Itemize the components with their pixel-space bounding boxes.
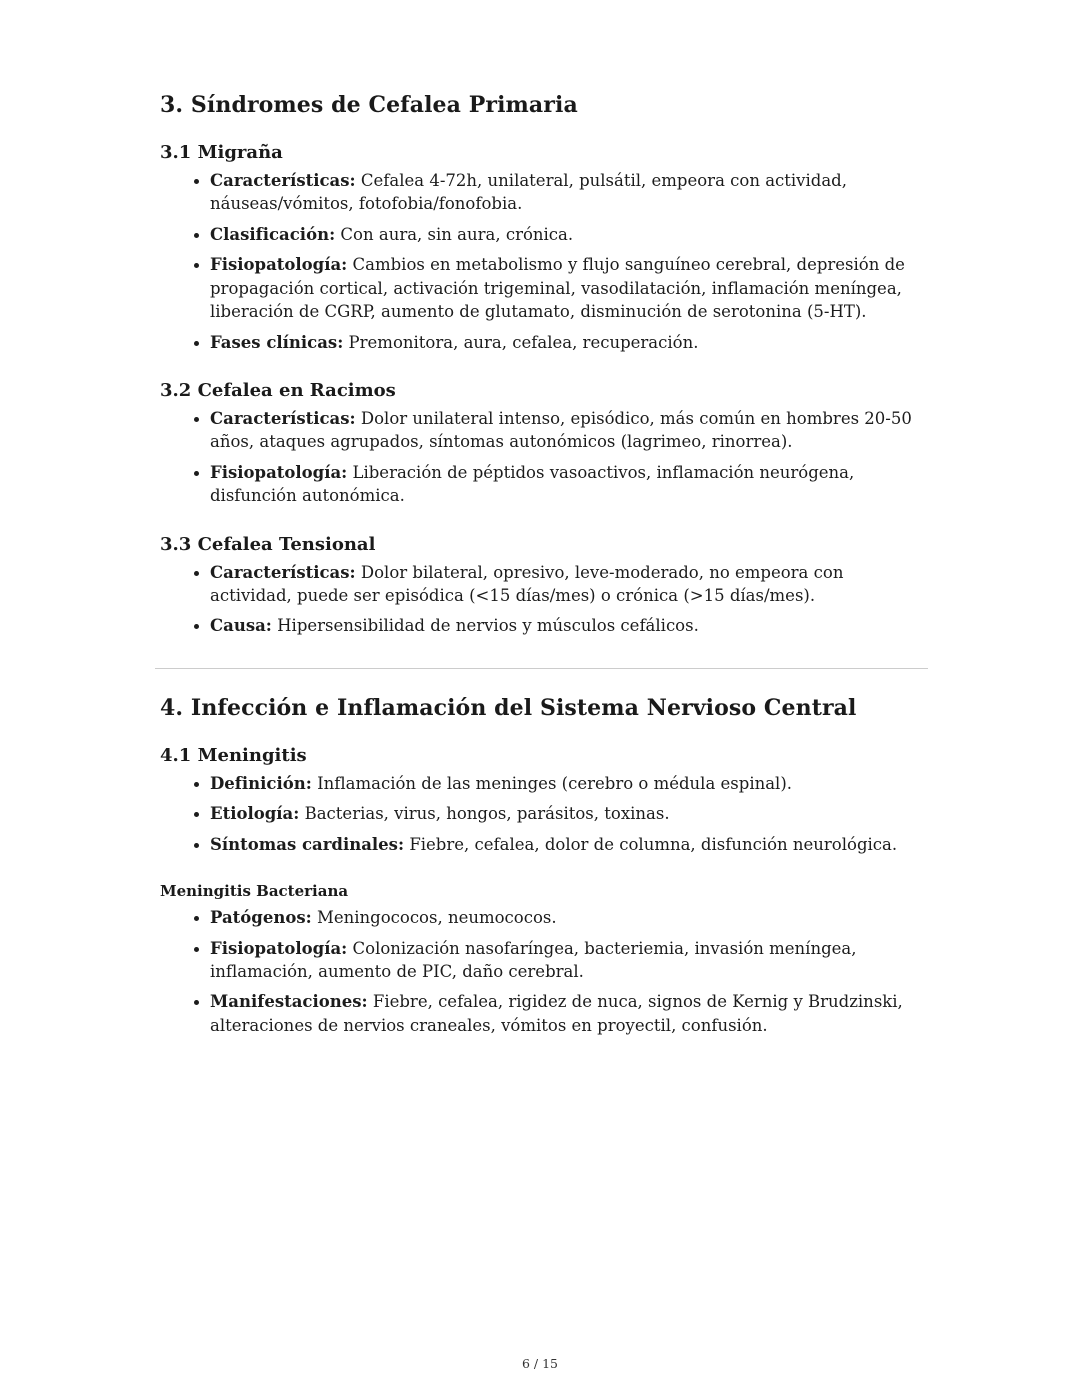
item-label: Fisiopatología: <box>210 255 348 275</box>
bullet-list <box>160 169 928 354</box>
item-text: Hipersensibilidad de nervios y músculos cefálicos. <box>277 616 699 636</box>
item-text: Inflamación de las meninges (cerebro o médula espinal). <box>317 773 793 793</box>
item-label: Causa: <box>210 616 272 636</box>
section-cns-infection <box>160 695 928 1037</box>
item-label: Etiología: <box>210 804 300 824</box>
subsection-title: 3.2 Cefalea en Racimos <box>160 379 396 401</box>
subsection-meningitis <box>160 745 928 856</box>
item-text: Fiebre, cefalea, rigidez de nuca, signos de Kernig y Brudzinski, alteraciones de nervios craneales, vómitos en proyectil, confusión. <box>210 992 903 1035</box>
item-label: Clasificación: <box>210 224 336 244</box>
list-item <box>210 561 928 608</box>
section-title: 3. Síndromes de Cefalea Primaria <box>160 92 578 118</box>
item-text: Dolor unilateral intenso, episódico, más común en hombres 20-50 años, ataques agrupados, síntomas autonómicos (lagrimeo, rinorrea). <box>210 408 912 452</box>
section-divider <box>155 668 928 669</box>
subsection-cefalea-tensional <box>160 534 928 638</box>
section-primary-headache <box>160 92 928 638</box>
list-item <box>210 906 928 929</box>
bullet-list <box>160 561 928 638</box>
list-item <box>210 253 928 323</box>
item-text: Cambios en metabolismo y flujo sanguíneo cerebral, depresión de propagación cortical, activación trigeminal, vasodilatación, inflamación meníngea, liberación de CGRP, aumento de glutamato, disminución de serotonina (5-HT). <box>210 255 905 322</box>
list-item <box>210 772 928 795</box>
list-item <box>210 223 928 246</box>
item-label: Características: <box>210 171 356 190</box>
list-item <box>210 614 928 637</box>
item-text: Colonización nasofaríngea, bacteriemia, invasión meníngea, inflamación, aumento de PIC, daño cerebral. <box>210 938 857 982</box>
item-text: Meningococos, neumococos. <box>316 908 557 928</box>
item-label: Fases clínicas: <box>210 332 344 352</box>
item-label: Fisiopatología: <box>210 462 348 482</box>
bullet-list <box>160 906 928 1037</box>
subsection-migrana <box>160 142 928 354</box>
item-label: Características: <box>210 408 356 428</box>
item-text: Bacterias, virus, hongos, parásitos, toxinas. <box>304 804 670 824</box>
section-title: 4. Infección e Inflamación del Sistema Nervioso Central <box>160 694 857 721</box>
bullet-list <box>160 407 928 508</box>
item-label: Síntomas cardinales: <box>210 834 405 854</box>
subsection-title: 4.1 Meningitis <box>160 744 307 766</box>
list-item <box>210 833 928 856</box>
item-label: Fisiopatología: <box>210 938 348 958</box>
page-number: 6 / 15 <box>521 1356 559 1371</box>
subsection-title: 3.3 Cefalea Tensional <box>160 533 376 555</box>
item-text: Premonitora, aura, cefalea, recuperación. <box>348 332 699 352</box>
list-item <box>210 169 928 216</box>
bullet-list <box>160 772 928 856</box>
list-item <box>210 461 928 508</box>
list-item <box>210 331 928 354</box>
item-text: Fiebre, cefalea, dolor de columna, disfunción neurológica. <box>409 834 898 854</box>
item-text: Cefalea 4-72h, unilateral, pulsátil, empeora con actividad, náuseas/vómitos, fotofobia/fonofobia. <box>210 171 847 214</box>
item-label: Patógenos: <box>210 908 312 928</box>
list-item <box>210 407 928 454</box>
item-label: Manifestaciones: <box>210 992 368 1012</box>
list-item <box>210 990 928 1037</box>
subsection-meningitis-bacteriana <box>160 882 928 1037</box>
subsection-title: 3.1 Migraña <box>160 142 283 163</box>
item-text: Con aura, sin aura, crónica. <box>340 224 574 244</box>
item-label: Características: <box>210 562 356 582</box>
list-item <box>210 802 928 825</box>
subsection-cefalea-racimos <box>160 380 928 508</box>
minor-subsection-title: Meningitis Bacteriana <box>160 882 349 901</box>
item-text: Liberación de péptidos vasoactivos, inflamación neurógena, disfunción autonómica. <box>210 462 855 506</box>
list-item <box>210 937 928 984</box>
item-label: Definición: <box>210 773 312 793</box>
item-text: Dolor bilateral, opresivo, leve-moderado, no empeora con actividad, puede ser episódica (<15 días/mes) o crónica (>15 días/mes). <box>210 562 844 606</box>
